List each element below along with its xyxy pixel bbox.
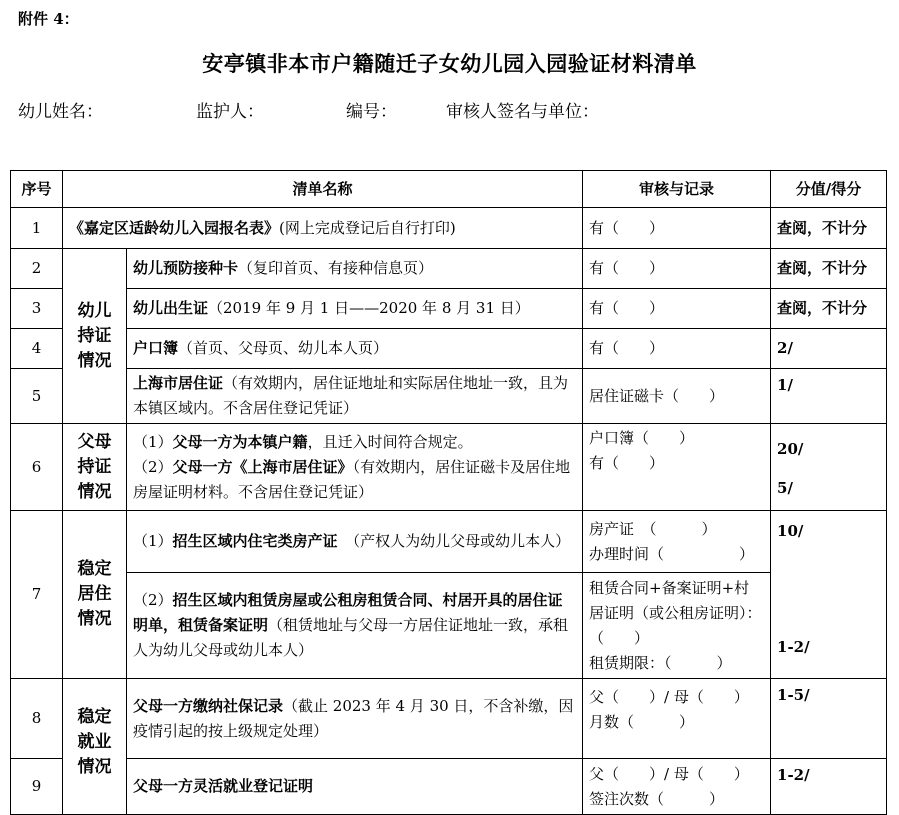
option-prefix: （2） [133,457,173,476]
item-name [127,424,583,511]
record-cell [583,573,771,679]
option-note: （租赁地址与父母一方居住证地址一致，承租人为幼儿父母或幼儿本人） [133,616,569,659]
table-row [11,759,887,815]
row-number: 4 [11,329,63,369]
option-title: 招生区域内住宅类房产证 [172,532,338,550]
row-number: 8 [11,679,63,759]
item-title: 幼儿出生证 [133,299,209,317]
score-cell: 1-5/ [771,679,887,759]
row-number: 7 [11,511,63,679]
score-line: 5/ [777,479,793,497]
group-line: 幼儿 [77,300,112,321]
group-line: 情况 [77,350,112,371]
row-number: 2 [11,249,63,289]
attachment-label: 附件 4： [18,10,79,28]
group-line: 稳定 [77,559,112,579]
col-header-score: 分值/得分 [771,171,887,208]
record-line: 租赁期限：（ ） [589,653,732,672]
record-cell: 居住证磁卡（ ） [583,369,771,424]
item-note: (网上完成登记后自行打印) [279,218,456,237]
record-cell [583,679,771,759]
number-label: 编号： [346,102,397,122]
item-title: 《嘉定区适龄幼儿入园报名表》 [69,218,280,237]
table-row [11,573,887,679]
option-2 [133,455,576,505]
row-number: 5 [11,369,63,424]
item-title: 户口簿 [133,339,179,357]
col-header-no: 序号 [11,171,63,208]
item-name [127,511,583,573]
page-title: 安亭镇非本市户籍随迁子女幼儿园入园验证材料清单 [202,51,697,76]
group-line: 稳定 [77,707,112,727]
record-cell: 有（ ） [583,208,771,249]
record-line: 月数（ ） [589,713,695,731]
item-note: （有效期内，居住证地址和实际居住地址一致，且为本镇区域内。不含居住登记凭证） [133,374,569,417]
score-cell [771,511,887,679]
group-line: 父母 [77,431,112,452]
item-note: （截止 2023 年 4 月 30 日，不含补缴，因疫情引起的按上级规定处理） [133,696,574,740]
option-title: 父母一方为本镇户籍 [172,432,308,451]
group-line: 情况 [77,609,112,629]
group-line: 情况 [77,481,112,502]
row-number: 9 [11,759,63,815]
score-cell: 1-2/ [771,759,887,815]
score-cell: 查阅，不计分 [771,208,887,249]
item-name [63,208,583,249]
score-line: 1-2/ [777,638,810,656]
table-row [11,424,887,511]
table-row [11,511,887,573]
record-cell [583,759,771,815]
child-name-label: 幼儿姓名： [18,102,103,122]
row-number: 3 [11,289,63,329]
record-line: 父（ ）/ 母（ ） [589,688,749,706]
group-residence [63,511,127,679]
option-note: ，且迁入时间符合规定。 [307,432,473,451]
checklist-table [10,170,887,815]
item-note: （首页、父母页、幼儿本人页） [178,339,389,357]
item-name [127,679,583,759]
option-prefix: （2） [133,591,173,609]
group-employment [63,679,127,815]
col-header-name: 清单名称 [63,171,583,208]
item-note: （2019 年 9 月 1 日——2020 年 8 月 31 日） [208,299,530,317]
guardian-label: 监护人： [196,102,264,122]
record-cell: 有（ ） [583,289,771,329]
record-line: 房产证 （ ） [589,519,717,538]
col-header-record: 审核与记录 [583,171,771,208]
table-row [11,289,887,329]
item-name [127,573,583,679]
reviewer-label: 审核人签名与单位： [446,102,599,122]
row-number: 1 [11,208,63,249]
record-line: 父（ ）/ 母（ ） [589,764,749,783]
table-row [11,249,887,289]
score-cell: 查阅，不计分 [771,289,887,329]
row-number: 6 [11,424,63,511]
record-cell: 有（ ） [583,329,771,369]
item-name [127,289,583,329]
score-line: 10/ [777,522,804,540]
option-title: 父母一方《上海市居住证》 [172,457,353,476]
group-line: 持证 [77,456,112,477]
option-prefix: （1） [133,532,173,550]
record-cell [583,511,771,573]
group-line: 情况 [77,757,112,777]
option-note: （有效期内，居住证磁卡及居住地房屋证明材料。不含居住登记凭证） [133,457,571,501]
item-title: 父母一方缴纳社保记录 [133,696,284,715]
score-cell [771,424,887,511]
item-name [127,759,583,815]
item-name [127,249,583,289]
record-line: 办理时间（ ） [589,544,755,563]
record-cell [583,424,771,511]
item-title: 父母一方灵活就业登记证明 [133,777,314,795]
table-row [11,679,887,759]
table-row [11,329,887,369]
group-child-docs [63,249,127,424]
record-line: 户口簿（ ） [589,429,695,447]
record-line: 租赁合同+备案证明+村居证明（或公租房证明）：（ ） [589,578,762,647]
option-title: 招生区域内租赁房屋或公租房租赁合同、村居开具的居住证明单，租赁备案证明 [133,591,563,634]
record-cell: 有（ ） [583,249,771,289]
table-row [11,369,887,424]
group-line: 就业 [77,732,112,752]
option-note: （产权人为幼儿父母或幼儿本人） [337,532,571,550]
group-line: 居住 [77,584,112,604]
score-cell: 2/ [771,329,887,369]
record-line: 签注次数（ ） [589,789,725,808]
group-parent-docs [63,424,127,511]
score-cell: 查阅，不计分 [771,249,887,289]
table-row [11,208,887,249]
item-title: 上海市居住证 [133,374,224,392]
score-cell: 1/ [771,369,887,424]
option-prefix: （1） [133,432,173,451]
record-line: 有（ ） [589,454,665,472]
item-name [127,369,583,424]
group-line: 持证 [77,325,112,346]
option-1 [133,430,576,455]
item-title: 幼儿预防接种卡 [133,259,239,277]
score-line: 20/ [777,440,804,458]
item-note: （复印首页、有接种信息页） [238,259,434,277]
item-name [127,329,583,369]
table-header-row [11,171,887,208]
